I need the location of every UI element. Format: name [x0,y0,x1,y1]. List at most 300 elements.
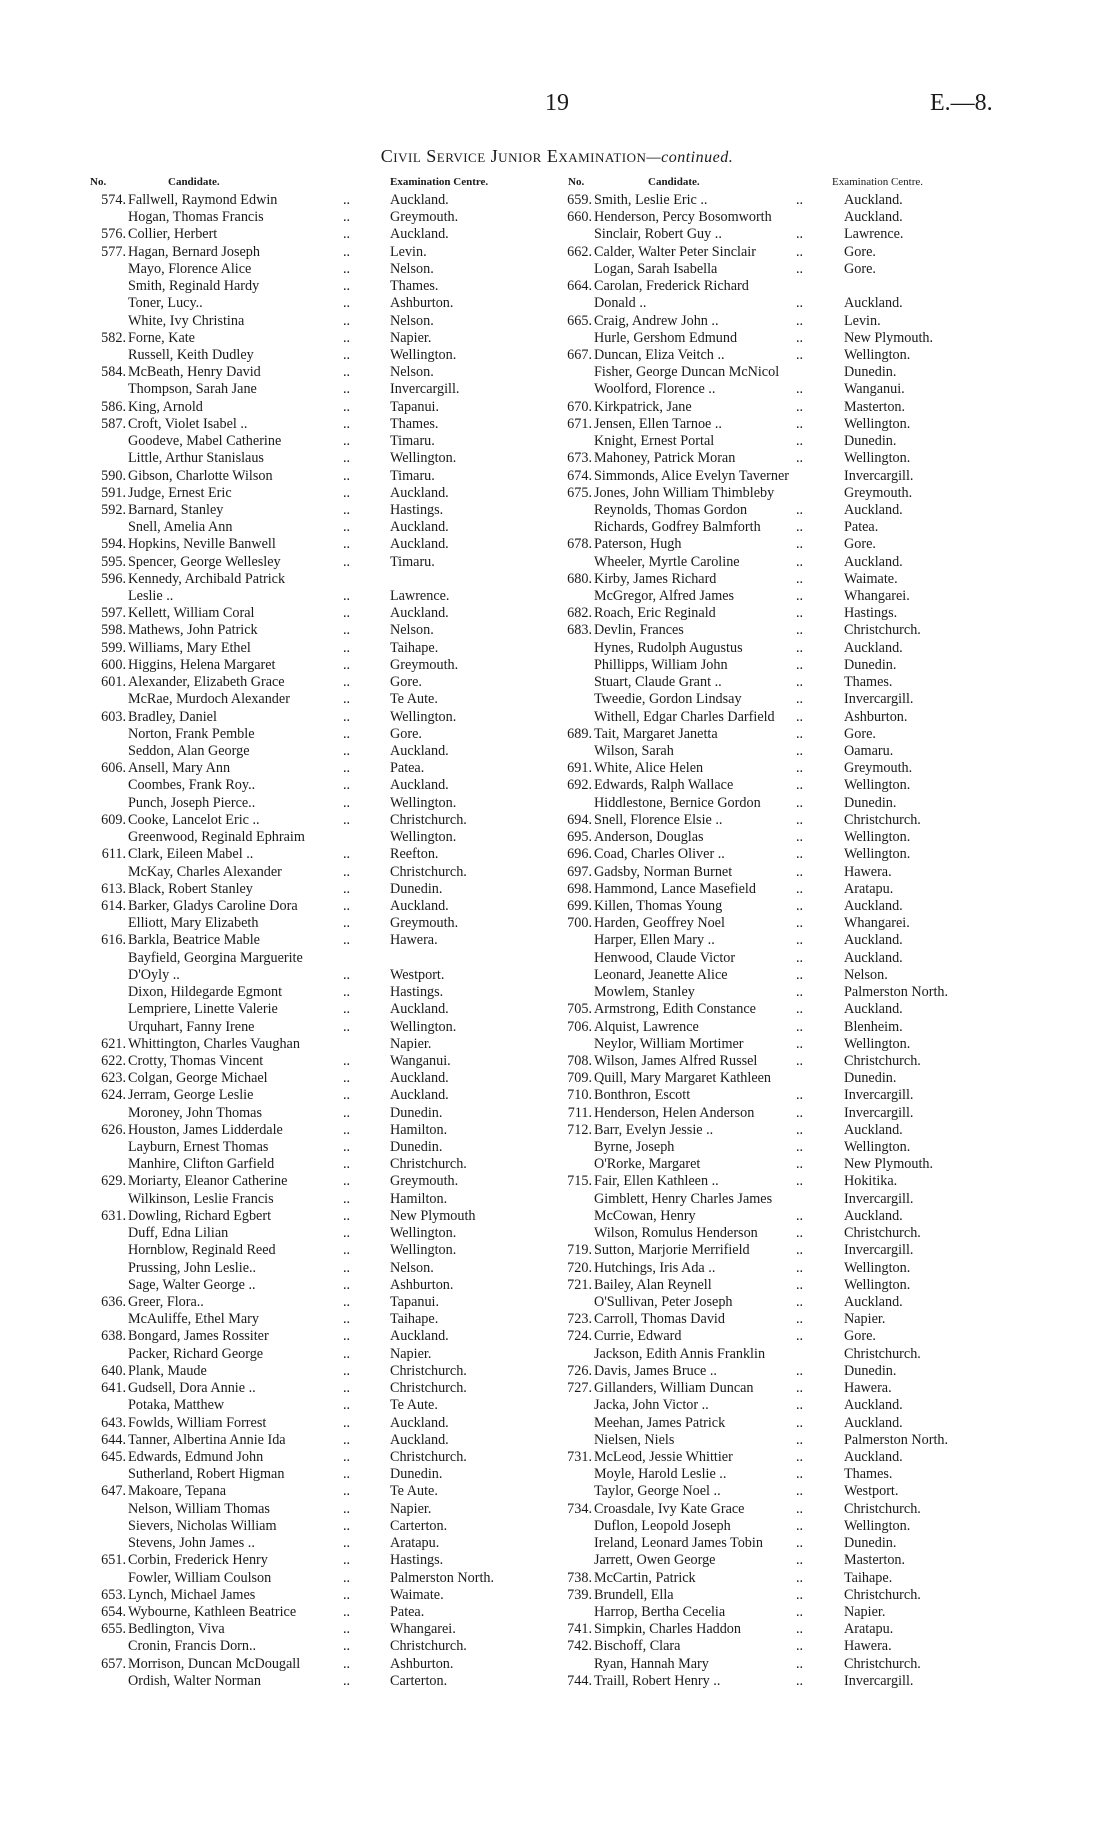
leader-dots: .. [796,1535,804,1552]
leader-dots: .. [796,760,804,777]
examination-centre: Invercargill. [844,1242,914,1259]
candidate-number: 697. [567,863,592,880]
examination-centre: Aratapu. [844,1621,894,1638]
examination-centre: Wellington. [844,1517,911,1534]
candidate-name: Mahoney, Patrick Moran [594,450,736,467]
candidate-row [90,984,590,1001]
leader-dots: .. [796,192,804,208]
examination-centre: Ashburton. [390,295,454,312]
candidate-row [556,915,1056,932]
candidate-number: 700. [567,915,592,932]
candidate-name: Spencer, George Wellesley [128,553,281,570]
candidate-row [556,1225,1056,1242]
leader-dots: .. [796,1586,804,1603]
candidate-name: Jacka, John Victor .. [594,1397,709,1414]
leader-dots: .. [796,295,804,312]
candidate-name: Stuart, Claude Grant .. [594,674,722,691]
candidate-name: Killen, Thomas Young [594,897,723,914]
leader-dots: .. [796,622,804,639]
candidate-row [556,1294,1056,1311]
candidate-row [556,691,1056,708]
examination-centre: Wellington. [844,1139,911,1156]
leader-dots: .. [796,743,804,759]
candidate-name: Gillanders, William Duncan [594,1380,754,1397]
candidate-row [90,1535,590,1552]
leader-dots: .. [796,605,804,622]
candidate-row [556,829,1056,846]
examination-centre: Wellington. [844,1035,911,1052]
header-centre: Examination Centre. [390,176,489,188]
candidate-name: Hornblow, Reginald Reed [128,1242,276,1259]
candidate-row [90,1587,590,1604]
candidate-name: Sage, Walter George .. [128,1276,256,1293]
candidate-row [556,519,1056,536]
examination-centre: Wellington. [844,846,911,863]
candidate-row [556,1363,1056,1380]
candidate-name: Judge, Ernest Eric [128,484,232,501]
candidate-number: 727. [567,1380,592,1397]
candidate-number: 723. [567,1311,592,1328]
candidate-row [556,502,1056,519]
examination-centre: Gore. [390,674,422,691]
candidate-name: Bradley, Daniel [128,708,217,725]
examination-centre: Nelson. [844,966,888,983]
candidate-row [90,536,590,553]
leader-dots: .. [796,1414,804,1431]
examination-centre: Wellington. [390,708,457,725]
examination-centre: Reefton. [390,846,439,863]
examination-centre: Christchurch. [844,1655,921,1672]
leader-dots: .. [343,1603,351,1620]
candidate-number: 592. [101,501,126,518]
candidate-row [556,1156,1056,1173]
candidate-row [90,433,590,450]
examination-centre: Dunedin. [844,1070,897,1087]
candidate-name: Lynch, Michael James [128,1586,256,1603]
candidate-name: Bayfield, Georgina Marguerite [128,949,303,966]
column-header [90,176,590,192]
candidate-row [90,1053,590,1070]
leader-dots: .. [796,553,804,570]
leader-dots: .. [343,1380,351,1397]
candidate-row [556,1466,1056,1483]
leader-dots: .. [796,846,804,863]
candidate-row [90,1415,590,1432]
candidate-name: Gimblett, Henry Charles James [594,1190,773,1207]
candidate-number: 626. [101,1121,126,1138]
examination-centre: Aratapu. [390,1535,440,1552]
leader-dots: .. [343,1207,351,1224]
examination-centre: Dunedin. [390,880,443,897]
candidate-row [556,984,1056,1001]
candidate-name: Knight, Ernest Portal [594,433,715,450]
candidate-name: Leonard, Jeanette Alice [594,966,728,983]
candidate-row [90,571,590,588]
candidate-row [556,898,1056,915]
examination-centre: Waimate. [844,570,898,587]
examination-centre: Greymouth. [844,484,913,501]
candidate-number: 644. [101,1431,126,1448]
candidate-name: Makoare, Tepana [128,1483,227,1500]
leader-dots: .. [343,1104,351,1121]
candidate-row [90,1001,590,1018]
leader-dots: .. [343,1483,351,1500]
candidate-number: 665. [567,312,592,329]
leader-dots: .. [343,1259,351,1276]
candidate-name: Barr, Evelyn Jessie .. [594,1121,714,1138]
candidate-name: Higgins, Helena Margaret [128,656,276,673]
candidate-row [556,588,1056,605]
candidate-name: Cronin, Francis Dorn.. [128,1638,257,1655]
examination-centre: Auckland. [844,639,903,656]
candidate-number: 739. [567,1586,592,1603]
examination-centre: Auckland. [844,192,903,208]
examination-centre: Te Aute. [390,1397,438,1414]
candidate-number: 708. [567,1052,592,1069]
candidate-name: Smith, Reginald Hardy [128,278,260,295]
candidate-name: Coad, Charles Oliver .. [594,846,725,863]
candidate-name: Seddon, Alan George [128,743,250,759]
candidate-name: Duncan, Eliza Veitch .. [594,346,725,363]
candidate-number: 731. [567,1448,592,1465]
candidate-name: Harper, Ellen Mary .. [594,932,715,949]
candidate-number: 715. [567,1173,592,1190]
candidate-row [556,1242,1056,1259]
candidate-name: Sutherland, Robert Higman [128,1466,285,1483]
examination-centre: Auckland. [390,777,449,794]
examination-centre: Wellington. [844,777,911,794]
candidate-number: 624. [101,1087,126,1104]
candidate-name: Duflon, Leopold Joseph [594,1517,731,1534]
leader-dots: .. [796,1052,804,1069]
header-candidate: Candidate. [648,176,700,188]
candidate-name: Punch, Joseph Pierce.. [128,794,256,811]
leader-dots: .. [343,1414,351,1431]
candidate-name: Fowlds, William Forrest [128,1414,267,1431]
leader-dots: .. [796,897,804,914]
candidate-row [90,950,590,967]
examination-centre: Gore. [844,725,876,742]
candidate-number: 726. [567,1362,592,1379]
candidate-number: 641. [101,1380,126,1397]
leader-dots: .. [343,467,351,484]
leader-dots: .. [343,1018,351,1035]
candidate-name: Ansell, Mary Ann [128,760,231,777]
candidate-name: Paterson, Hugh [594,536,682,553]
examination-centre: Auckland. [390,536,449,553]
candidate-row [556,950,1056,967]
candidate-number: 664. [567,278,592,295]
examination-centre: Hawera. [844,1638,892,1655]
candidate-number: 705. [567,1001,592,1018]
candidate-name: Ordish, Walter Norman [128,1672,261,1689]
candidate-name: Croasdale, Ivy Kate Grace [594,1500,745,1517]
leader-dots: .. [343,1517,351,1534]
candidate-row [90,209,590,226]
leader-dots: .. [796,794,804,811]
examination-centre: Christchurch. [844,1586,921,1603]
candidate-name: Currie, Edward [594,1328,682,1345]
candidate-name: Morrison, Duncan McDougall [128,1655,301,1672]
candidate-row [90,1656,590,1673]
candidate-name: Moriarty, Eleanor Catherine [128,1173,288,1190]
candidate-name: Bongard, James Rossiter [128,1328,269,1345]
leader-dots: .. [343,656,351,673]
candidate-row [90,1225,590,1242]
leader-dots: .. [343,1586,351,1603]
examination-centre: New Plymouth. [844,329,934,346]
candidate-row [90,1638,590,1655]
examination-centre: Wellington. [390,346,457,363]
leader-dots: .. [343,1621,351,1638]
leader-dots: .. [343,984,351,1001]
candidate-number: 724. [567,1328,592,1345]
examination-centre: Dunedin. [390,1104,443,1121]
candidate-row [556,364,1056,381]
examination-centre: Christchurch. [390,811,467,828]
candidate-row [90,1501,590,1518]
leader-dots: .. [343,1190,351,1207]
candidate-row [556,1070,1056,1087]
candidate-name: McRae, Murdoch Alexander [128,691,290,708]
candidate-row [556,261,1056,278]
candidate-row [556,622,1056,639]
examination-centre: Wellington. [844,829,911,846]
candidate-name: McCowan, Henry [594,1207,696,1224]
candidate-row [556,244,1056,261]
candidate-row [556,295,1056,312]
leader-dots: .. [343,1500,351,1517]
leader-dots: .. [343,1569,351,1586]
title-main: Civil Service Junior Examination [380,146,647,166]
leader-dots: .. [343,1431,351,1448]
candidate-name: Tweedie, Gordon Lindsay [594,691,742,708]
leader-dots: .. [796,984,804,1001]
examination-centre: Auckland. [390,1087,449,1104]
candidate-row [90,1191,590,1208]
candidate-name: Wilson, James Alfred Russel [594,1052,758,1069]
candidate-name: Jensen, Ellen Tarnoe .. [594,415,722,432]
candidate-name: Wilson, Romulus Henderson [594,1225,758,1242]
examination-centre: Invercargill. [844,467,914,484]
candidate-row [90,1139,590,1156]
candidate-row [90,760,590,777]
examination-centre: Auckland. [844,1001,903,1018]
candidate-row [90,1122,590,1139]
candidate-row [556,1019,1056,1036]
leader-dots: .. [796,1500,804,1517]
examination-centre: Invercargill. [844,1672,914,1689]
candidate-row [90,278,590,295]
candidate-row [556,1087,1056,1104]
examination-centre: Nelson. [390,260,434,277]
candidate-name: Logan, Sarah Isabella [594,260,718,277]
examination-centre: Thames. [390,278,439,295]
candidate-name: Prussing, John Leslie.. [128,1259,257,1276]
examination-centre: Wellington. [844,415,911,432]
candidate-name: Barnard, Stanley [128,501,224,518]
examination-centre: Dunedin. [844,794,897,811]
leader-dots: .. [796,1139,804,1156]
leader-dots: .. [796,811,804,828]
leader-dots: .. [343,295,351,312]
candidate-number: 601. [101,674,126,691]
examination-centre: Auckland. [390,1431,449,1448]
candidate-name: Cooke, Lancelot Eric .. [128,811,260,828]
candidate-row [556,1638,1056,1655]
examination-centre: Christchurch. [844,1052,921,1069]
candidate-row [90,1311,590,1328]
candidate-row [556,605,1056,622]
examination-centre: Gore. [844,243,876,260]
candidate-number: 738. [567,1569,592,1586]
candidate-row [556,536,1056,553]
leader-dots: .. [343,588,351,605]
candidate-row [556,1483,1056,1500]
candidate-row [90,1294,590,1311]
examination-centre: Hawera. [844,1380,892,1397]
examination-centre: Christchurch. [390,1380,467,1397]
examination-centre: Gore. [844,1328,876,1345]
candidate-name: Fallwell, Raymond Edwin [128,192,278,208]
candidate-number: 742. [567,1638,592,1655]
candidate-name: O'Sullivan, Peter Joseph [594,1294,733,1310]
candidate-number: 653. [101,1586,126,1603]
candidate-row [556,1535,1056,1552]
leader-dots: .. [796,519,804,536]
candidate-name: Goodeve, Mabel Catherine [128,433,282,450]
leader-dots: .. [796,1087,804,1104]
candidate-row [90,743,590,760]
candidate-row [556,485,1056,502]
leader-dots: .. [796,1259,804,1276]
candidate-name: Wybourne, Kathleen Beatrice [128,1603,297,1620]
candidate-name: Colgan, George Michael [128,1070,268,1087]
examination-centre: Hawera. [390,932,438,949]
examination-centre: Lawrence. [390,588,450,605]
candidate-name: Edwards, Ralph Wallace [594,777,734,794]
candidate-name: Harden, Geoffrey Noel [594,915,725,932]
examination-centre: Hawera. [844,863,892,880]
candidate-name: White, Alice Helen [594,760,704,777]
leader-dots: .. [796,1448,804,1465]
candidate-row [556,433,1056,450]
candidate-row [556,399,1056,416]
candidate-number: 651. [101,1552,126,1569]
candidate-row [556,1432,1056,1449]
leader-dots: .. [343,433,351,450]
examination-centre: Nelson. [390,1259,434,1276]
examination-centre: Ashburton. [390,1655,454,1672]
leader-dots: .. [796,725,804,742]
candidate-row [556,1001,1056,1018]
candidate-name: Gudsell, Dora Annie .. [128,1380,256,1397]
candidate-row [556,726,1056,743]
leader-dots: .. [343,519,351,536]
candidate-row [90,622,590,639]
candidate-number: 654. [101,1603,126,1620]
candidate-name: Nelson, William Thomas [128,1500,270,1517]
examination-centre: Wellington. [844,1259,911,1276]
examination-centre: Christchurch. [844,1225,921,1242]
candidate-name: Moyle, Harold Leslie .. [594,1466,727,1483]
candidate-row [90,1019,590,1036]
leader-dots: .. [796,450,804,467]
candidate-name: Greer, Flora.. [128,1294,204,1310]
candidate-number: 609. [101,811,126,828]
leader-dots: .. [343,243,351,260]
candidate-name: Little, Arthur Stanislaus [128,450,264,467]
leader-dots: .. [343,192,351,208]
leader-dots: .. [343,760,351,777]
candidate-number: 587. [101,415,126,432]
candidate-number: 597. [101,605,126,622]
examination-centre: Auckland. [390,484,449,501]
candidate-number: 584. [101,364,126,381]
candidate-name: Manhire, Clifton Garfield [128,1156,275,1173]
candidate-name: Kennedy, Archibald Patrick [128,570,286,587]
leader-dots: .. [796,1207,804,1224]
candidate-row [556,1260,1056,1277]
examination-centre: Westport. [844,1483,899,1500]
candidate-number: 594. [101,536,126,553]
candidate-name: Edwards, Edmund John [128,1448,264,1465]
candidate-row [90,1552,590,1569]
candidate-row [556,1277,1056,1294]
leader-dots: .. [796,1328,804,1345]
leader-dots: .. [796,1621,804,1638]
leader-dots: .. [343,725,351,742]
candidate-row [90,381,590,398]
candidate-name: Hagan, Bernard Joseph [128,243,260,260]
candidate-row [90,1380,590,1397]
examination-centre: Gore. [390,725,422,742]
candidate-row [90,347,590,364]
leader-dots: .. [343,450,351,467]
examination-centre: Dunedin. [844,656,897,673]
examination-centre: Invercargill. [844,691,914,708]
leader-dots: .. [343,1345,351,1362]
leader-dots: .. [343,674,351,691]
title-suffix: —continued. [646,149,734,166]
candidate-name: Ireland, Leonard James Tobin [594,1535,763,1552]
candidate-name: Black, Robert Stanley [128,880,253,897]
examination-centre: Greymouth. [390,209,459,226]
candidate-number: 640. [101,1362,126,1379]
candidate-name: Crotty, Thomas Vincent [128,1052,264,1069]
examination-centre: Auckland. [844,553,903,570]
examination-centre: Wellington. [844,346,911,363]
examination-centre: Auckland. [844,1121,903,1138]
leader-dots: .. [343,708,351,725]
candidate-name: Byrne, Joseph [594,1139,675,1156]
leader-dots: .. [343,1294,351,1310]
examination-centre: Auckland. [844,295,903,312]
examination-centre: Westport. [390,966,445,983]
examination-centre: Taihape. [390,1311,439,1328]
candidate-row [90,450,590,467]
examination-centre: Carterton. [390,1672,448,1689]
examination-centre: Lawrence. [844,226,904,243]
candidate-row [556,1552,1056,1569]
leader-dots: .. [343,1466,351,1483]
examination-centre: Carterton. [390,1517,448,1534]
examination-centre: Waimate. [390,1586,444,1603]
candidate-row [556,1191,1056,1208]
candidate-row [90,519,590,536]
examination-centre: Christchurch. [390,1638,467,1655]
candidate-name: McKay, Charles Alexander [128,863,282,880]
